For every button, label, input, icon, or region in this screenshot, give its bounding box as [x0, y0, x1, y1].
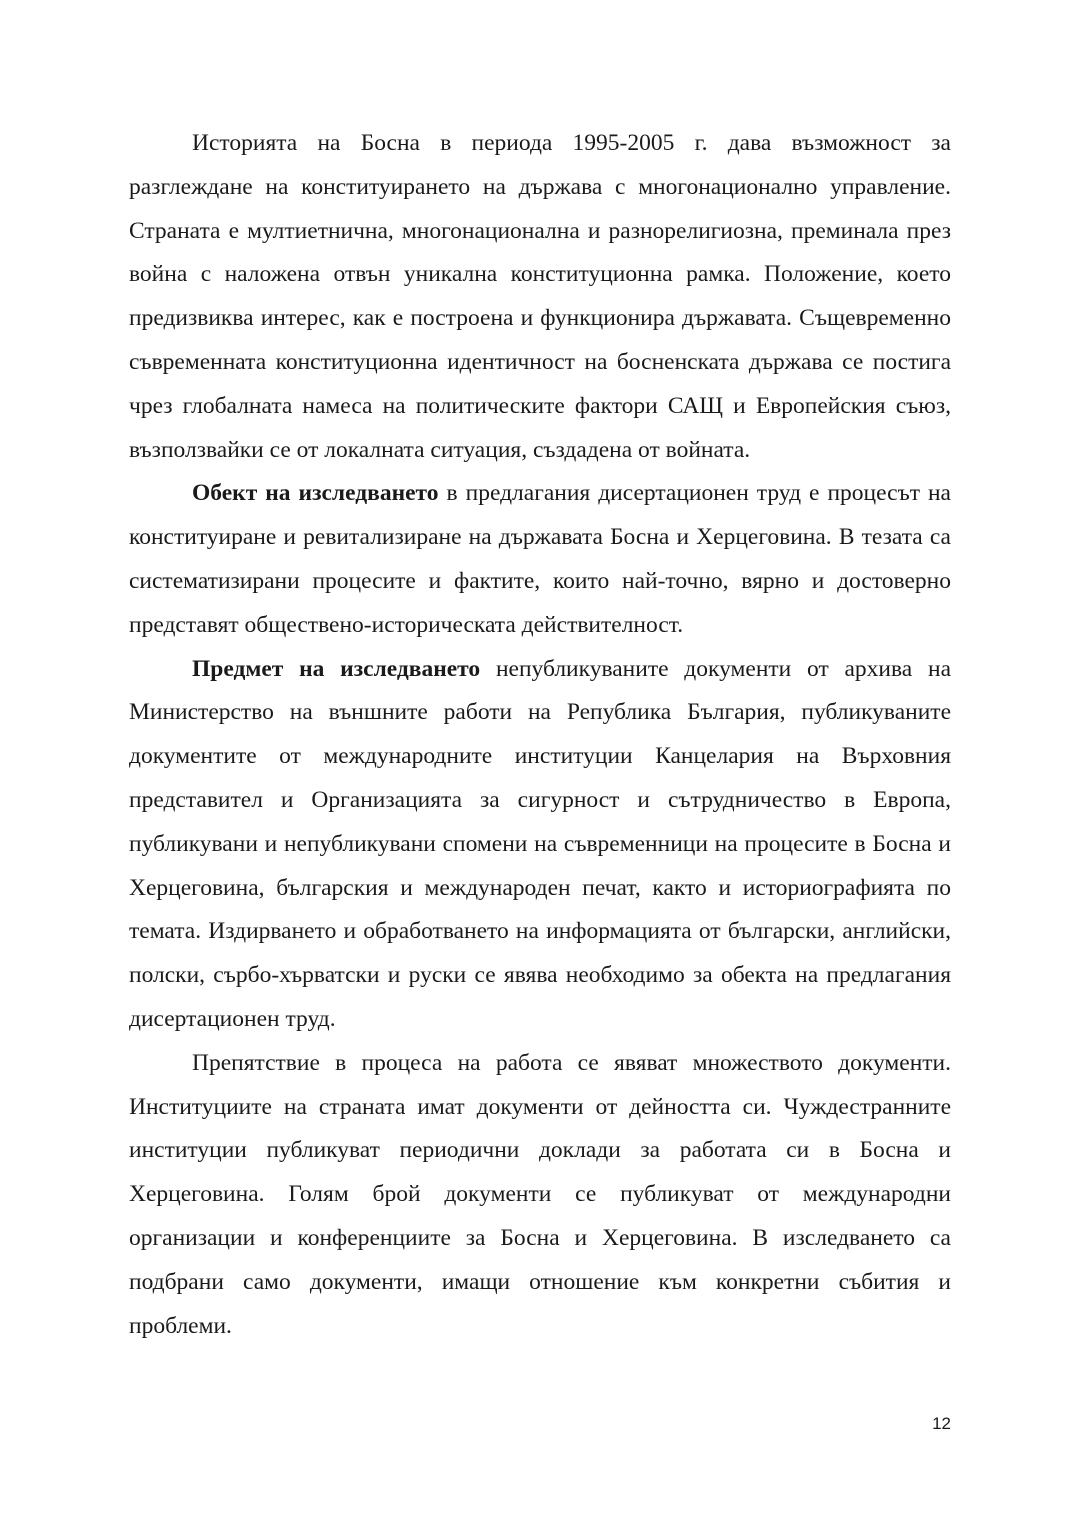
- research-subject-heading: Предмет на изследването: [192, 655, 481, 682]
- paragraph-text: Препятствие в процеса на работа се явяват множеството документи. Институциите на страната имат документи от дейността си. Чуждестранните институции публикуват периодични доклади за работата си в Босна и Херцеговина. Голям брой документи се публикуват от международни организации и конференциите за Босна и Херцеговина. В изследването са подбрани само документи, имащи отношение към конкретни събития и проблеми.: [129, 1049, 951, 1339]
- body-text: [129, 122, 951, 1348]
- page-number: 12: [932, 1414, 951, 1433]
- paragraph-research-subject: [129, 648, 951, 1042]
- paragraph-text: непубликуваните документи от архива на Министерство на външните работи на Република България, публикуваните документите от международните институции Канцелария на Върховния представител и Организацията за сигурност и сътрудничество в Европа, публикувани и непубликувани спомени на съвременници на процесите в Босна и Херцеговина, българския и международен печат, както и историографията по темата. Издирването и обработването на информацията от български, английски, полски, сърбо-хърватски и руски се явява необходимо за обекта на предлагания дисертационен труд.: [129, 655, 951, 1032]
- paragraph-text: Историята на Босна в периода 1995-2005 г. дава възможност за разглеждане на конституирането на държава с многонационално управление. Страната е мултиетнична, многонационална и разнорелигиозна, преминала през война с наложена отвън уникална конституционна рамка. Положение, което предизвиква интерес, как е построена и функционира държавата. Същевременно съвременната конституционна идентичност на босненската държава се постига чрез глобалната намеса на политическите фактори САЩ и Европейския съюз, възползвайки се от локалната ситуация, създадена от войната.: [129, 130, 951, 463]
- research-object-heading: Обект на изследването: [192, 480, 439, 507]
- paragraph-history-overview: [129, 122, 951, 472]
- paragraph-obstacles: [129, 1042, 951, 1349]
- paragraph-text: в предлагания дисертационен труд е процесът на конституиране и ревитализиране на държавата Босна и Херцеговина. В тезата са систематизирани процесите и фактите, които най-точно, вярно и достоверно представят обществено-историческата действителност.: [129, 480, 951, 638]
- paragraph-research-object: [129, 472, 951, 647]
